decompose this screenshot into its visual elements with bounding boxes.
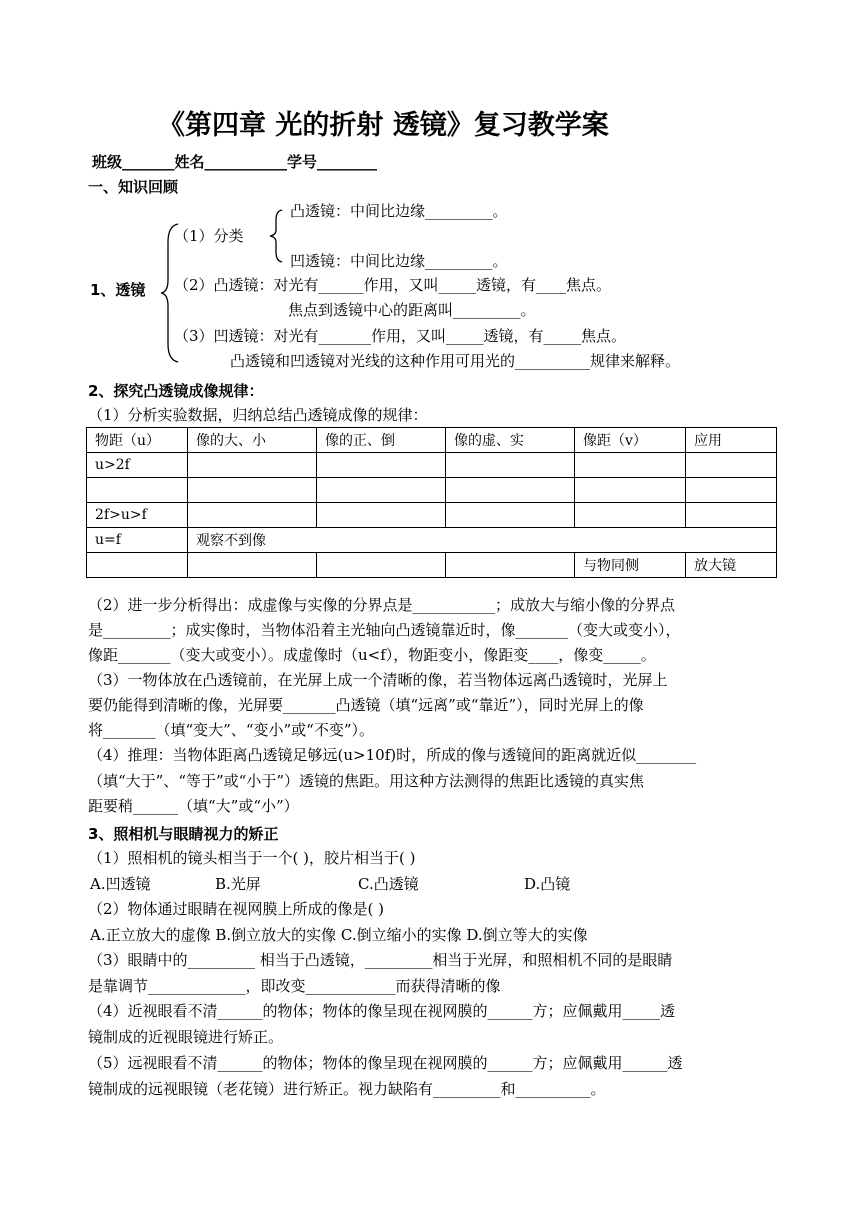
q2-line-3: 像距_______（变大或变小）。成虚像时（u<f），物距变小，像距变____，像变_____。 — [88, 646, 656, 664]
table-cell — [575, 503, 686, 528]
concave-lens-item: （3）凹透镜：对光有_______作用，又叫_____透镜，有_____焦点。 — [174, 327, 627, 345]
table-cell — [686, 478, 777, 503]
small-brace — [268, 208, 284, 264]
table-cell: u>2f — [87, 453, 188, 478]
hyperopia-line-2: 镜制成的远视眼镜（老花镜）进行矫正。视力缺陷有_________和__________。 — [88, 1080, 606, 1098]
table-row — [87, 503, 777, 528]
section3-heading: 3、照相机与眼睛视力的矫正 — [88, 825, 279, 843]
table-header-cell: 像的虚、实 — [446, 428, 575, 453]
table-header-cell: 像的大、小 — [188, 428, 317, 453]
table-cell — [317, 503, 446, 528]
q4-line-2: （填“大于”、“等于”或“小于”）透镜的焦距。用这种方法测得的焦距比透镜的真实焦 — [88, 772, 645, 790]
table-header-cell: 物距（u） — [87, 428, 188, 453]
table-header-row — [87, 428, 777, 453]
eye-image-options: A.正立放大的虚像 B.倒立放大的实像 C.倒立缩小的实像 D.倒立等大的实像 — [90, 926, 588, 944]
convex-lens-item: （2）凸透镜：对光有______作用，又叫_____透镜，有____焦点。 — [174, 276, 612, 294]
table-cell — [686, 453, 777, 478]
table-cell: u=f — [87, 528, 188, 553]
hyperopia-line-1: （5）远视眼看不清______的物体；物体的像呈现在视网膜的______方；应佩戴用______透 — [88, 1054, 683, 1072]
table-cell — [686, 503, 777, 528]
table-row — [87, 553, 777, 578]
table-cell — [575, 453, 686, 478]
table-cell — [446, 503, 575, 528]
focal-length-item: 焦点到透镜中心的距离叫_________。 — [288, 301, 536, 319]
q4-line-1: （4）推理：当物体距离凸透镜足够远(u>10f)时，所成的像与透镜间的距离就近似________ — [88, 746, 697, 764]
q3-line-2: 要仍能得到清晰的像，光屏要_______凸透镜（填“远离”或“靠近”），同时光屏上的像 — [88, 696, 644, 714]
table-cell — [446, 478, 575, 503]
eye-structure-line-2: 是靠调节_____________，即改变____________而获得清晰的像 — [88, 977, 501, 995]
option-b: B.光屏 — [215, 875, 261, 893]
option-d: D.凸镜 — [524, 875, 571, 893]
table-cell — [188, 553, 317, 578]
table-cell — [188, 478, 317, 503]
student-info-line: 班级_______姓名___________学号________ — [92, 153, 378, 171]
section1-heading: 一、知识回顾 — [88, 178, 179, 196]
q3-line-3: 将_______（填“变大”、“变小”或“不变”）。 — [88, 721, 375, 739]
table-cell — [317, 453, 446, 478]
table-cell — [317, 553, 446, 578]
section2-heading: 2、探究凸透镜成像规律： — [88, 382, 264, 400]
q2-line-1: （2）进一步分析得出：成虚像与实像的分界点是___________；成放大与缩小像的分界点 — [88, 596, 676, 614]
concave-line: 凹透镜：中间比边缘_________。 — [290, 252, 508, 270]
eye-image-question: （2）物体通过眼睛在视网膜上所成的像是( ) — [88, 900, 385, 918]
table-cell — [446, 453, 575, 478]
table-cell: 与物同侧 — [575, 553, 686, 578]
table-cell-merged: 观察不到像 — [188, 528, 777, 553]
myopia-line-2: 镜制成的近视眼镜进行矫正。 — [88, 1028, 284, 1046]
table-cell — [188, 453, 317, 478]
option-a: A.凹透镜 — [90, 875, 151, 893]
table-cell — [87, 553, 188, 578]
table-cell — [317, 478, 446, 503]
imaging-rules-table — [86, 427, 777, 578]
table-row — [87, 453, 777, 478]
table-header-cell: 像距（v） — [575, 428, 686, 453]
table-header-cell: 像的正、倒 — [317, 428, 446, 453]
q2-line-2: 是_________；成实像时，当物体沿着主光轴向凸透镜靠近时，像_______（变大或变小）， — [88, 621, 681, 639]
table-intro: （1）分析实验数据，归纳总结凸透镜成像的规律： — [88, 406, 428, 424]
table-header-cell: 应用 — [686, 428, 777, 453]
camera-question: （1）照相机的镜头相当于一个( )，胶片相当于( ) — [88, 849, 416, 867]
table-row — [87, 528, 777, 553]
refraction-law-item: 凸透镜和凹透镜对光线的这种作用可用光的__________规律来解释。 — [230, 352, 681, 370]
option-c: C.凸透镜 — [358, 875, 419, 893]
myopia-line-1: （4）近视眼看不清______的物体；物体的像呈现在视网膜的______方；应佩戴用_____透 — [88, 1002, 676, 1020]
table-cell — [188, 503, 317, 528]
q4-line-3: 距要稍______（填“大”或“小”） — [88, 797, 299, 815]
lens-label: 1、透镜 — [90, 281, 146, 299]
classify-label: （1）分类 — [174, 227, 244, 245]
table-cell — [446, 553, 575, 578]
table-cell: 2f>u>f — [87, 503, 188, 528]
page-title: 《第四章 光的折射 透镜》复习教学案 — [158, 110, 609, 141]
table-cell — [575, 478, 686, 503]
convex-line: 凸透镜：中间比边缘_________。 — [290, 202, 508, 220]
table-cell: 放大镜 — [686, 553, 777, 578]
table-row — [87, 478, 777, 503]
table-cell — [87, 478, 188, 503]
q3-line-1: （3）一物体放在凸透镜前，在光屏上成一个清晰的像，若当物体远离凸透镜时，光屏上 — [88, 671, 668, 689]
eye-structure-line-1: （3）眼睛中的_________ 相当于凸透镜，_________相当于光屏，和照相机不同的是眼睛 — [88, 951, 673, 969]
